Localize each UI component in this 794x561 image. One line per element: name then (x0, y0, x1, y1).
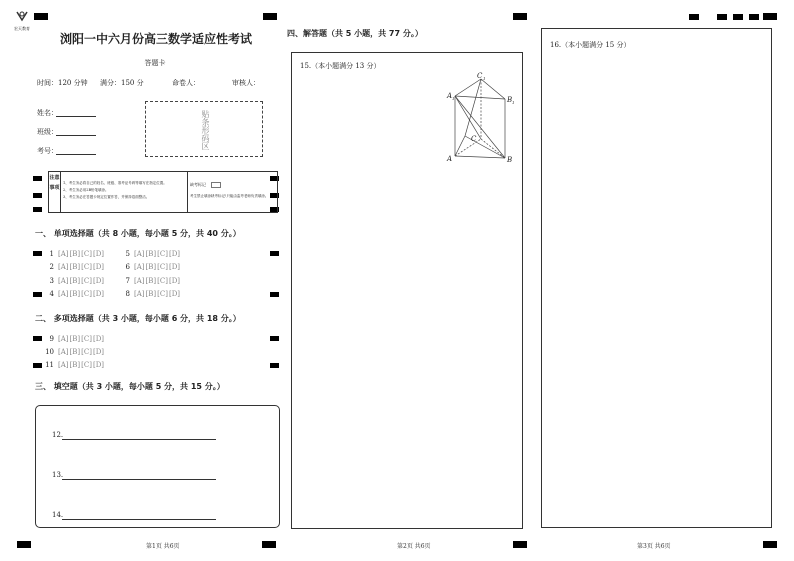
question-row (40, 263, 105, 271)
option-b[interactable]: [B] (145, 290, 157, 298)
section1-title: 一、 单项选择题（共 8 小题，每小题 5 分，共 40 分。） (35, 229, 241, 238)
option-d[interactable]: [D] (92, 250, 105, 258)
section3-title: 三、 填空题（共 3 小题，每小题 5 分，共 15 分。） (35, 382, 225, 391)
question-number: 1 (49, 250, 54, 258)
option-c[interactable]: [C] (81, 250, 92, 258)
option-a[interactable]: [A] (58, 335, 69, 343)
option-a[interactable]: [A] (134, 290, 145, 298)
question-number: 10 (45, 348, 54, 356)
question-row (40, 250, 105, 258)
option-a[interactable]: [A] (134, 263, 145, 271)
vertex-a1-label: A (447, 92, 453, 100)
fill-in-answer-line[interactable] (62, 519, 216, 520)
option-a[interactable]: [A] (58, 263, 69, 271)
corner-mark-top-1 (263, 13, 277, 20)
fill-in-number: 14. (52, 511, 64, 519)
notice-box (48, 171, 278, 213)
fill-in-answer-line[interactable] (62, 439, 216, 440)
timing-mark (270, 251, 279, 256)
page-footer-1: 第1页 共6页 (146, 543, 180, 550)
class-label: 班级： (37, 128, 58, 136)
exam-title: 浏阳一中六月份高三数学适应性考试 (60, 32, 253, 46)
exam-score: 满分：150 分 (100, 79, 144, 87)
question-row (116, 290, 181, 298)
option-a[interactable]: [A] (58, 361, 69, 369)
absent-mark-text: 缺考标记 (190, 182, 206, 187)
id-label: 考号： (37, 147, 58, 155)
corner-mark-bottom-1 (262, 541, 276, 548)
barcode-area[interactable] (145, 101, 263, 157)
vertex-b1-subscript: 1 (512, 100, 515, 105)
question-row (40, 277, 105, 285)
absent-mark-note: 考生禁止填涂缺考标记!只能由监考老师负责填涂。 (190, 194, 269, 198)
corner-mark-top-3 (689, 14, 699, 20)
corner-mark-bottom-right (763, 541, 777, 548)
id-field[interactable] (56, 154, 96, 155)
timing-mark (33, 193, 42, 198)
question-row (116, 263, 181, 271)
option-c[interactable]: [C] (81, 290, 92, 298)
option-c[interactable]: [C] (157, 277, 168, 285)
vertex-b-label: B (507, 156, 513, 163)
exam-reviewer-label: 审核人： (232, 79, 260, 87)
timing-mark (270, 363, 279, 368)
corner-mark-top-left (34, 13, 48, 20)
option-c[interactable]: [C] (157, 263, 168, 271)
question-number: 6 (125, 263, 130, 271)
option-d[interactable]: [D] (168, 277, 181, 285)
answer-panel-q15[interactable] (291, 52, 523, 529)
corner-mark-bottom-2 (513, 541, 527, 548)
answer-sheet-subtitle: 答题卡 (144, 59, 166, 67)
vertex-a-label: A (447, 155, 453, 163)
option-d[interactable]: [D] (92, 348, 105, 356)
absent-mark-label (190, 182, 221, 188)
option-b[interactable]: [B] (69, 348, 81, 356)
option-b[interactable]: [B] (145, 250, 157, 258)
question-row (40, 361, 105, 369)
exam-time: 时间：120 分钟 (37, 79, 88, 87)
option-b[interactable]: [B] (69, 361, 81, 369)
question-number: 8 (125, 290, 130, 298)
timing-mark (270, 336, 279, 341)
option-d[interactable]: [D] (92, 263, 105, 271)
section2-title: 二、 多项选择题（共 3 小题，每小题 6 分，共 18 分。） (35, 314, 241, 323)
vertex-c1-label: C (477, 72, 483, 80)
option-d[interactable]: [D] (92, 277, 105, 285)
page-footer-2: 第2页 共6页 (397, 543, 431, 550)
class-field[interactable] (56, 135, 96, 136)
barcode-label: 贴条形码区 (201, 110, 210, 150)
page-footer-3: 第3页 共6页 (637, 543, 671, 550)
option-d[interactable]: [D] (168, 250, 181, 258)
option-d[interactable]: [D] (92, 335, 105, 343)
option-a[interactable]: [A] (58, 348, 69, 356)
vertex-b1-label: B (507, 96, 513, 104)
question-row (40, 290, 105, 298)
option-c[interactable]: [C] (81, 263, 92, 271)
logo-text: 宏天教育 (14, 26, 30, 31)
question-number: 7 (125, 277, 130, 285)
option-c[interactable]: [C] (81, 335, 92, 343)
option-a[interactable]: [A] (58, 250, 69, 258)
answer-panel-q16[interactable] (541, 28, 772, 528)
notice-items (63, 180, 185, 201)
option-b[interactable]: [B] (69, 277, 81, 285)
fill-in-number: 12. (52, 431, 64, 439)
notice-item-3: 3、考生务必在答题卡规定位置作答，并保持卷面整洁。 (63, 195, 150, 199)
question-row (116, 250, 181, 258)
notice-divider (187, 172, 188, 212)
option-d[interactable]: [D] (168, 290, 181, 298)
corner-mark-top-4 (717, 14, 727, 20)
logo-icon (15, 10, 29, 22)
option-b[interactable]: [B] (145, 277, 157, 285)
corner-mark-top-2 (513, 13, 527, 20)
option-a[interactable]: [A] (134, 250, 145, 258)
option-d[interactable]: [D] (92, 290, 105, 298)
option-b[interactable]: [B] (69, 250, 81, 258)
notice-item-1: 1、考生务必将自己的姓名、班级、准考证号码等填写在指定位置。 (63, 181, 167, 185)
option-c[interactable]: [C] (81, 348, 92, 356)
notice-title: 注意事项 (49, 172, 61, 212)
option-c[interactable]: [C] (81, 277, 92, 285)
vertex-c-label: C (471, 135, 477, 143)
question-15-label: 15.（本小题满分 13 分） (300, 62, 381, 70)
name-field[interactable] (56, 116, 96, 117)
vertex-c1-subscript: 1 (483, 76, 486, 81)
exam-author-label: 命卷人： (172, 79, 200, 87)
option-a[interactable]: [A] (58, 277, 69, 285)
question-number: 4 (49, 290, 54, 298)
question-number: 2 (49, 263, 54, 271)
question-number: 9 (49, 335, 54, 343)
option-a[interactable]: [A] (58, 290, 69, 298)
fill-in-box (35, 405, 280, 528)
option-c[interactable]: [C] (157, 250, 168, 258)
prism-figure (445, 71, 515, 163)
option-c[interactable]: [C] (81, 361, 92, 369)
question-number: 11 (45, 361, 54, 369)
logo (12, 7, 32, 31)
section4-title: 四、解答题（共 5 小题，共 77 分。） (287, 29, 423, 38)
option-b[interactable]: [B] (69, 263, 81, 271)
question-row (40, 348, 105, 356)
question-16-label: 16.（本小题满分 15 分） (550, 41, 631, 49)
option-d[interactable]: [D] (168, 263, 181, 271)
absent-mark-checkbox[interactable] (211, 182, 221, 188)
name-label: 姓名： (37, 109, 58, 117)
question-number: 3 (49, 277, 54, 285)
option-b[interactable]: [B] (69, 290, 81, 298)
question-row (116, 277, 181, 285)
timing-mark (33, 207, 42, 212)
timing-mark (270, 292, 279, 297)
option-d[interactable]: [D] (92, 361, 105, 369)
question-row (40, 335, 105, 343)
corner-mark-top-6 (749, 14, 759, 20)
option-b[interactable]: [B] (69, 335, 81, 343)
option-c[interactable]: [C] (157, 290, 168, 298)
option-a[interactable]: [A] (134, 277, 145, 285)
fill-in-answer-line[interactable] (62, 479, 216, 480)
option-b[interactable]: [B] (145, 263, 157, 271)
question-number: 5 (125, 250, 130, 258)
timing-mark (33, 176, 42, 181)
notice-item-2: 2、考生务必用2B铅笔填涂。 (63, 188, 109, 192)
fill-in-number: 13. (52, 471, 64, 479)
vertex-a1-subscript: 1 (452, 96, 455, 101)
corner-mark-top-right (763, 13, 777, 20)
corner-mark-top-5 (733, 14, 743, 20)
corner-mark-bottom-left (17, 541, 31, 548)
